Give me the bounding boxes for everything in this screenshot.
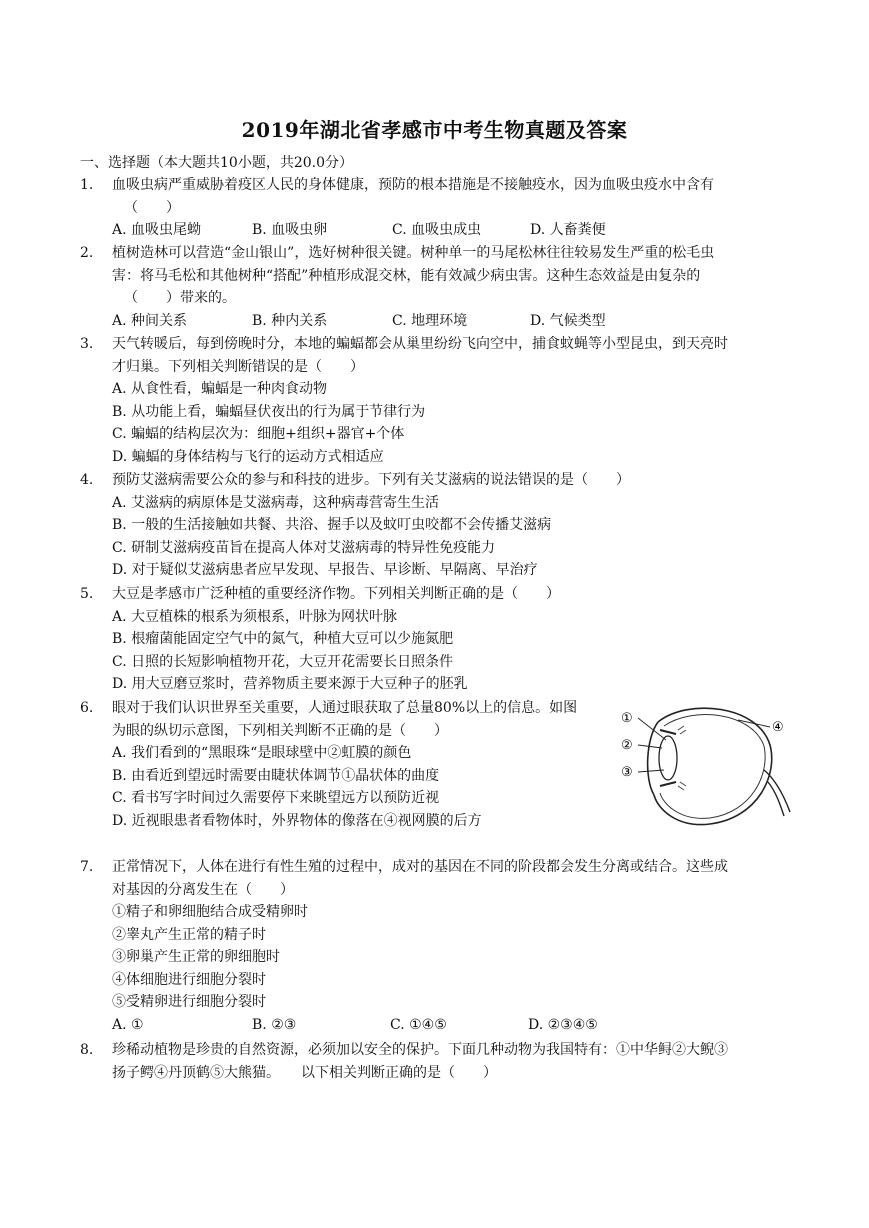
question-7 — [80, 856, 790, 1036]
question-number: 7. — [80, 859, 94, 875]
option-c[interactable]: C. 日照的长短影响植物开花，大豆开花需要长日照条件 — [112, 653, 454, 670]
optic-nerve — [764, 770, 790, 816]
question-number: 8. — [80, 1042, 94, 1058]
question-4 — [80, 469, 790, 582]
option-d[interactable]: D. 气候类型 — [530, 312, 606, 329]
option-b[interactable]: B. 种内关系 — [252, 312, 328, 329]
label-3: ③ — [621, 765, 633, 780]
option-a[interactable]: A. ① — [112, 1016, 144, 1033]
question-text: （ ） — [124, 199, 180, 216]
question-text: 为眼的纵切示意图，下列相关判断不正确的是（ ） — [112, 722, 448, 739]
option-d[interactable]: D. 对于疑似艾滋病患者应早发现、早报告、早诊断、早隔离、早治疗 — [112, 562, 538, 578]
option-a[interactable]: A. 我们看到的“黑眼珠“是眼球壁中②虹膜的颜色 — [112, 745, 412, 761]
option-b[interactable]: B. 根瘤菌能固定空气中的氮气，种植大豆可以少施氮肥 — [112, 631, 454, 647]
option-d[interactable]: D. ②③④⑤ — [528, 1016, 598, 1033]
question-text: 扬子鳄④丹顶鹤⑤大熊猫。 以下相关判断正确的是（ ） — [112, 1064, 497, 1081]
option-b[interactable]: B. 血吸虫卵 — [252, 222, 328, 238]
question-text: 大豆是孝感市广泛种植的重要经济作物。下列相关判断正确的是（ ） — [112, 586, 560, 602]
question-text: 预防艾滋病需要公众的参与和科技的进步。下列有关艾滋病的说法错误的是（ ） — [112, 472, 630, 488]
question-3 — [80, 333, 790, 468]
question-text: 害：将马毛松和其他树种“搭配”种植形成混交林，能有效减少病虫害。这种生态效益是由复杂的 — [112, 267, 701, 284]
option-a[interactable]: A. 从食性看，蝙蝠是一种肉食动物 — [112, 381, 328, 397]
question-8 — [80, 1039, 790, 1084]
option-d[interactable]: D. 人畜粪便 — [530, 222, 606, 238]
option-c[interactable]: C. ①④⑤ — [390, 1016, 447, 1033]
question-number: 2. — [80, 245, 94, 261]
question-text: 植树造林可以营造“金山银山”，选好树种很关键。树种单一的马尾松林往往较易发生严重的松毛虫 — [112, 245, 715, 261]
question-number: 1. — [80, 177, 94, 193]
question-text: 才归巢。下列相关判断错误的是（ ） — [112, 358, 364, 375]
question-1 — [80, 174, 790, 242]
leader-line-2 — [638, 745, 662, 748]
option-b[interactable]: B. 一般的生活接触如共餐、共浴、握手以及蚊叮虫咬都不会传播艾滋病 — [112, 517, 552, 533]
option-c[interactable]: C. 看书写字时间过久需要停下来眺望远方以预防近视 — [112, 790, 440, 806]
option-c[interactable]: C. 血吸虫成虫 — [392, 222, 482, 238]
options-row — [112, 1014, 790, 1037]
question-number: 4. — [80, 472, 94, 488]
question-2 — [80, 242, 790, 332]
statement-item: ⑤受精卵进行细胞分裂时 — [112, 994, 266, 1010]
question-text: 血吸虫病严重威胁着疫区人民的身体健康，预防的根本措施是不接触疫水，因为血吸虫疫水中含有 — [112, 177, 714, 193]
eyeball-wall — [654, 708, 772, 824]
section-heading: 一、选择题（本大题共10小题，共20.0分） — [80, 155, 353, 171]
option-d[interactable]: D. 蝙蝠的身体结构与飞行的运动方式相适应 — [112, 448, 384, 465]
statement-item: ④体细胞进行细胞分裂时 — [112, 971, 266, 988]
statement-item: ①精子和卵细胞结合成受精卵时 — [112, 904, 308, 920]
question-number: 6. — [80, 700, 94, 716]
question-number: 3. — [80, 336, 94, 352]
question-text: （ ）带来的。 — [124, 290, 236, 306]
option-c[interactable]: C. 研制艾滋病疫苗旨在提高人体对艾滋病毒的特异性免疫能力 — [112, 539, 496, 556]
eye-diagram — [618, 700, 798, 830]
option-a[interactable]: A. 艾滋病的病原体是艾滋病毒，这种病毒营寄生生活 — [112, 494, 440, 511]
option-a[interactable]: A. 大豆植株的根系为须根系，叶脉为网状叶脉 — [112, 608, 398, 625]
label-1: ① — [621, 711, 633, 726]
options-row — [112, 219, 790, 242]
question-text: 天气转暖后，每到傍晚时分，本地的蝙蝠都会从巢里纷纷飞向空中，捕食蚊蝇等小型昆虫，到天亮时 — [112, 336, 728, 352]
option-b[interactable]: B. 由看近到望远时需要由睫状体调节①晶状体的曲度 — [112, 767, 440, 784]
ciliary-body — [678, 726, 686, 790]
question-number: 5. — [80, 586, 94, 602]
option-a[interactable]: A. 血吸虫尾蚴 — [112, 222, 202, 238]
option-a[interactable]: A. 种间关系 — [112, 312, 188, 329]
option-c[interactable]: C. 地理环境 — [392, 312, 468, 329]
option-b[interactable]: B. ②③ — [252, 1016, 297, 1033]
option-d[interactable]: D. 近视眼患者看物体时，外界物体的像落在④视网膜的后方 — [112, 812, 482, 829]
question-6 — [80, 697, 620, 832]
question-text: 眼对于我们认识世界至关重要，人通过眼获取了总量80%以上的信息。如图 — [112, 700, 578, 716]
iris — [660, 730, 676, 786]
statement-item: ②睾丸产生正常的精子时 — [112, 926, 266, 943]
options-row — [112, 310, 790, 333]
question-text: 对基因的分离发生在（ ） — [112, 881, 294, 898]
statement-item: ③卵巢产生正常的卵细胞时 — [112, 949, 280, 965]
label-2: ② — [621, 738, 633, 753]
label-4: ④ — [772, 720, 784, 735]
option-c[interactable]: C. 蝙蝠的结构层次为：细胞+组织+器官+个体 — [112, 426, 405, 442]
lens — [659, 736, 677, 780]
question-text: 正常情况下，人体在进行有性生殖的过程中，成对的基因在不同的阶段都会发生分离或结合。这些成 — [112, 859, 728, 875]
page-title: 2019年湖北省孝感市中考生物真题及答案 — [241, 118, 628, 142]
leader-line-1 — [638, 718, 666, 740]
option-d[interactable]: D. 用大豆磨豆浆时，营养物质主要来源于大豆种子的胚乳 — [112, 676, 468, 692]
question-5 — [80, 583, 790, 696]
question-text: 珍稀动植物是珍贵的自然资源，必须加以安全的保护。下面几种动物为我国特有：①中华鲟②大鲵③ — [112, 1042, 728, 1058]
option-b[interactable]: B. 从功能上看，蝙蝠昼伏夜出的行为属于节律行为 — [112, 403, 426, 420]
